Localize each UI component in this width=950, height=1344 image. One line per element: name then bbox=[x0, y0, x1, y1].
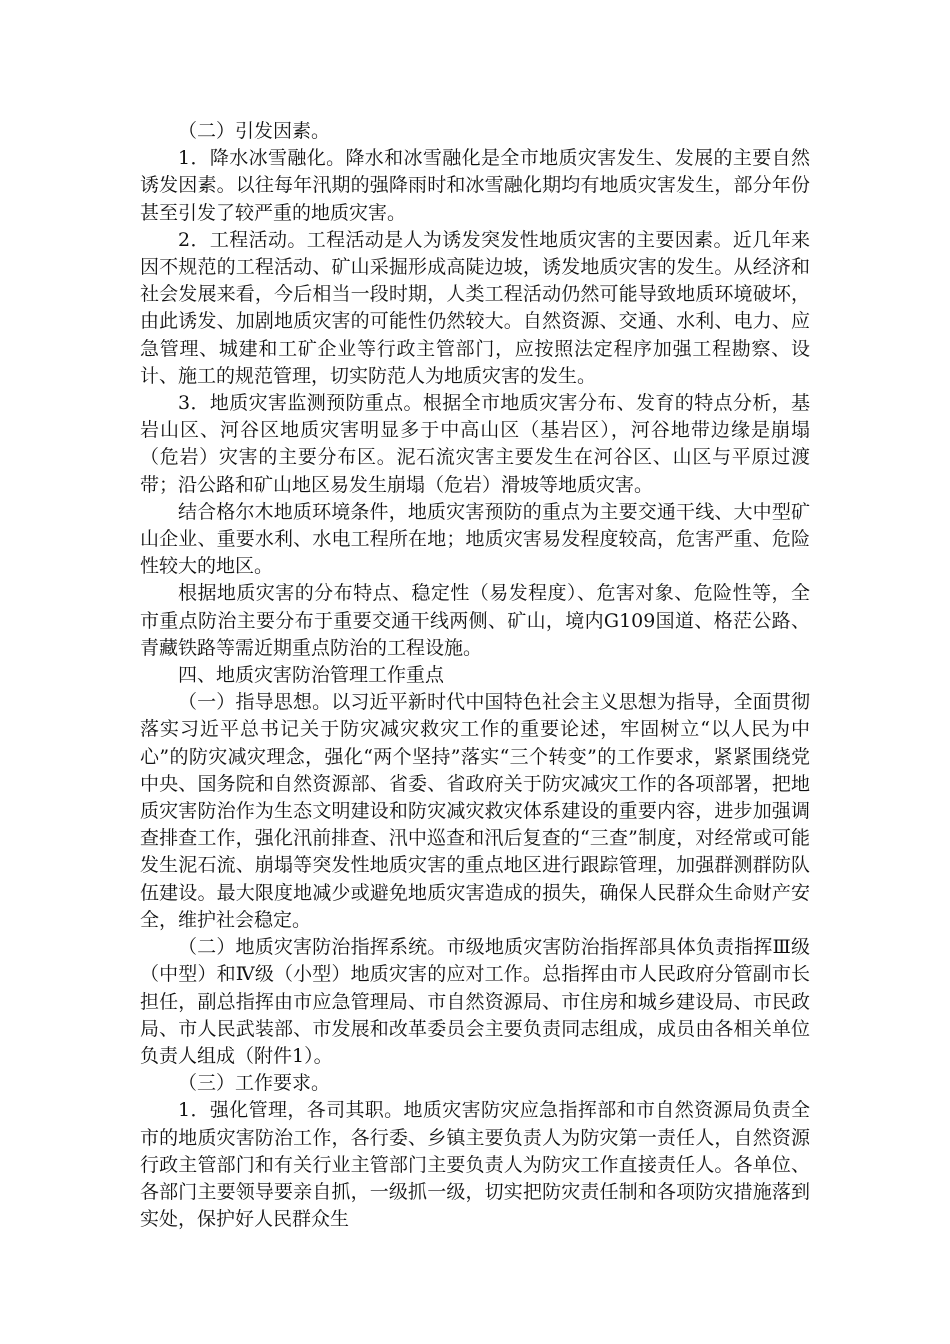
paragraph-precipitation-snowmelt: 1．降水冰雪融化。降水和冰雪融化是全市地质灾害发生、发展的主要自然诱发因素。以往每年汛期的强降雨时和冰雪融化期均有地质灾害发生，部分年份甚至引发了较严重的地质灾害。 bbox=[140, 147, 810, 224]
paragraph-monitoring-focus: 3．地质灾害监测预防重点。根据全市地质灾害分布、发育的特点分析，基岩山区、河谷区地质灾害明显多于中高山区（基岩区），河谷地带边缘是崩塌（危岩）灾害的主要分布区。泥石流灾害主要发生在河谷区、山区与平原过渡带；沿公路和矿山地区易发生崩塌（危岩）滑坡等地质灾害。 bbox=[140, 392, 810, 496]
section-heading-triggering-factors: （二）引发因素。 bbox=[178, 120, 331, 142]
paragraph-engineering-activities: 2．工程活动。工程活动是人为诱发突发性地质灾害的主要因素。近几年来因不规范的工程活动、矿山采掘形成高陡边坡，诱发地质灾害的发生。从经济和社会发展来看，今后相当一段时期，人类工程活动仍然可能导致地质环境破坏，由此诱发、加剧地质灾害的可能性仍然较大。自然资源、交通、水利、电力、应急管理、城建和工矿企业等行政主管部门，应按照法定程序加强工程勘察、设计、施工的规范管理，切实防范人为地质灾害的发生。 bbox=[140, 228, 810, 387]
section-heading-work-requirements: （三）工作要求。 bbox=[178, 1072, 331, 1095]
paragraph-prevention-focus: 结合格尔木地质环境条件，地质灾害预防的重点为主要交通干线、大中型矿山企业、重要水利、水电工程所在地；地质灾害易发程度较高，危害严重、危险性较大的地区。 bbox=[140, 500, 810, 578]
section-heading-management-priorities: 四、地质灾害防治管理工作重点 bbox=[178, 664, 445, 687]
paragraph-guiding-ideology: （一）指导思想。以习近平新时代中国特色社会主义思想为指导，全面贯彻落实习近平总书记关于防灾减灾救灾工作的重要论述，牢固树立“以人民为中心”的防灾减灾理念，强化“两个坚持”落实“三个转变”的工作要求，紧紧围绕党中央、国务院和自然资源部、省委、省政府关于防灾减灾工作的各项部署，把地质灾害防治作为生态文明建设和防灾减灾救灾体系建设的重要内容，进步加强调查排查工作，强化汛前排查、汛中巡查和汛后复查的“三查”制度，对经常或可能发生泥石流、崩塌等突发性地质灾害的重点地区进行跟踪管理，加强群测群防队伍建设。最大限度地减少或避免地质灾害造成的损失，确保人民群众生命财产安全，维护社会稳定。 bbox=[140, 691, 810, 931]
paragraph-key-prevention-areas: 根据地质灾害的分布特点、稳定性（易发程度）、危害对象、危险性等，全市重点防治主要分布于重要交通干线两侧、矿山，境内G109国道、格茫公路、青藏铁路等需近期重点防治的工程设施。 bbox=[140, 582, 810, 659]
paragraph-command-system: （二）地质灾害防治指挥系统。市级地质灾害防治指挥部具体负责指挥Ⅲ级（中型）和Ⅳ级（小型）地质灾害的应对工作。总指挥由市人民政府分管副市长担任，副总指挥由市应急管理局、市自然资源局、市住房和城乡建设局、市民政局、市人民武装部、市发展和改革委员会主要负责同志组成，成员由各相关单位负责人组成（附件1）。 bbox=[140, 936, 810, 1067]
paragraph-strengthen-management: 1．强化管理，各司其职。地质灾害防灾应急指挥部和市自然资源局负责全市的地质灾害防治工作，各行委、乡镇主要负责人为防灾第一责任人，自然资源行政主管部门和有关行业主管部门主要负责人为防灾工作直接责任人。各单位、各部门主要领导要亲自抓，一级抓一级，切实把防灾责任制和各项防灾措施落到实处，保护好人民群众生 bbox=[140, 1099, 810, 1231]
document-body bbox=[140, 118, 810, 1233]
